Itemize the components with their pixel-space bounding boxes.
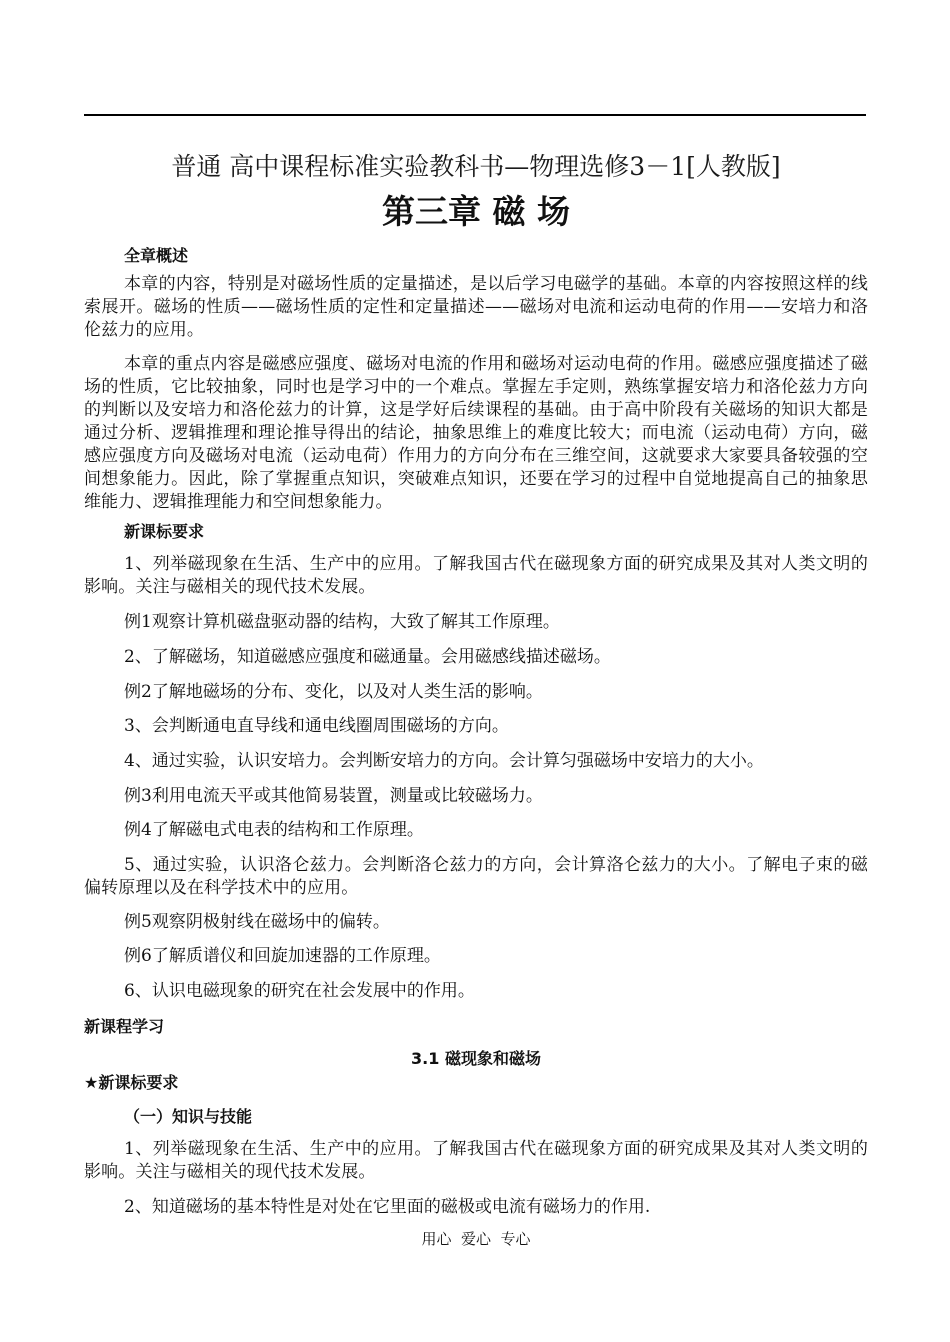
course-item-1: 1、列举磁现象在生活、生产中的应用。了解我国古代在磁现象方面的研究成果及其对人类文明的影响。关注与磁相关的现代技术发展。: [84, 1139, 868, 1182]
course-heading: 新课程学习: [84, 1017, 165, 1036]
book-subtitle: 普通 高中课程标准实验教科书—物理选修3－1[人教版]: [171, 152, 781, 181]
standards-example-4: 例4了解磁电式电表的结构和工作原理。: [124, 820, 424, 840]
standards-item-4: 4、通过实验，认识安培力。会判断安培力的方向。会计算匀强磁场中安培力的大小。: [124, 751, 764, 771]
standards-example-1: 例1观察计算机磁盘驱动器的结构，大致了解其工作原理。: [124, 612, 560, 632]
chapter-title: 第三章 磁 场: [382, 192, 570, 231]
standards-example-5: 例5观察阴极射线在磁场中的偏转。: [124, 912, 390, 932]
standards-example-3: 例3利用电流天平或其他简易装置，测量或比较磁场力。: [124, 786, 543, 806]
standards-item-3: 3、会判断通电直导线和通电线圈周围磁场的方向。: [124, 716, 509, 736]
requirements-subheading: ★新课标要求: [84, 1073, 179, 1092]
standards-example-6: 例6了解质谱仪和回旋加速器的工作原理。: [124, 946, 441, 966]
standards-example-2: 例2了解地磁场的分布、变化，以及对人类生活的影响。: [124, 682, 543, 702]
overview-paragraph-1: 本章的内容，特别是对磁场性质的定量描述，是以后学习电磁学的基础。本章的内容按照这样的线索展开。磁场的性质——磁场性质的定性和定量描述——磁场对电流和运动电荷的作用——安培力和洛伦兹力的应用。: [84, 274, 868, 340]
standards-item-5: 5、通过实验，认识洛仑兹力。会判断洛仑兹力的方向，会计算洛仑兹力的大小。了解电子束的磁偏转原理以及在科学技术中的应用。: [84, 855, 868, 898]
top-rule: [84, 114, 866, 116]
overview-paragraph-2: 本章的重点内容是磁感应强度、磁场对电流的作用和磁场对运动电荷的作用。磁感应强度描述了磁场的性质，它比较抽象，同时也是学习中的一个难点。掌握左手定则，熟练掌握安培力和洛伦兹力方向的判断以及安培力和洛伦兹力的计算，这是学好后续课程的基础。由于高中阶段有关磁场的知识大都是通过分析、逻辑推理和理论推导得出的结论，抽象思维上的难度比较大；而电流（运动电荷）方向，磁感应强度方向及磁场对电流（运动电荷）作用力的方向分布在三维空间，这就要求大家要具备较强的空间想象能力。因此，除了掌握重点知识，突破难点知识，还要在学习的过程中自觉地提高自己的抽象思维能力、逻辑推理能力和空间想象能力。: [84, 354, 868, 512]
course-item-2: 2、知道磁场的基本特性是对处在它里面的磁极或电流有磁场力的作用.: [124, 1197, 651, 1217]
standards-item-2: 2、了解磁场，知道磁感应强度和磁通量。会用磁感线描述磁场。: [124, 647, 611, 667]
section-title: 3.1 磁现象和磁场: [411, 1049, 541, 1068]
knowledge-heading: （一）知识与技能: [124, 1107, 253, 1126]
page-footer: 用心 爱心 专心: [421, 1230, 531, 1248]
overview-heading: 全章概述: [124, 246, 189, 265]
standards-item-6: 6、认识电磁现象的研究在社会发展中的作用。: [124, 981, 475, 1001]
standards-item-1: 1、列举磁现象在生活、生产中的应用。了解我国古代在磁现象方面的研究成果及其对人类文明的影响。关注与磁相关的现代技术发展。: [84, 554, 868, 597]
standards-heading: 新课标要求: [124, 522, 205, 541]
